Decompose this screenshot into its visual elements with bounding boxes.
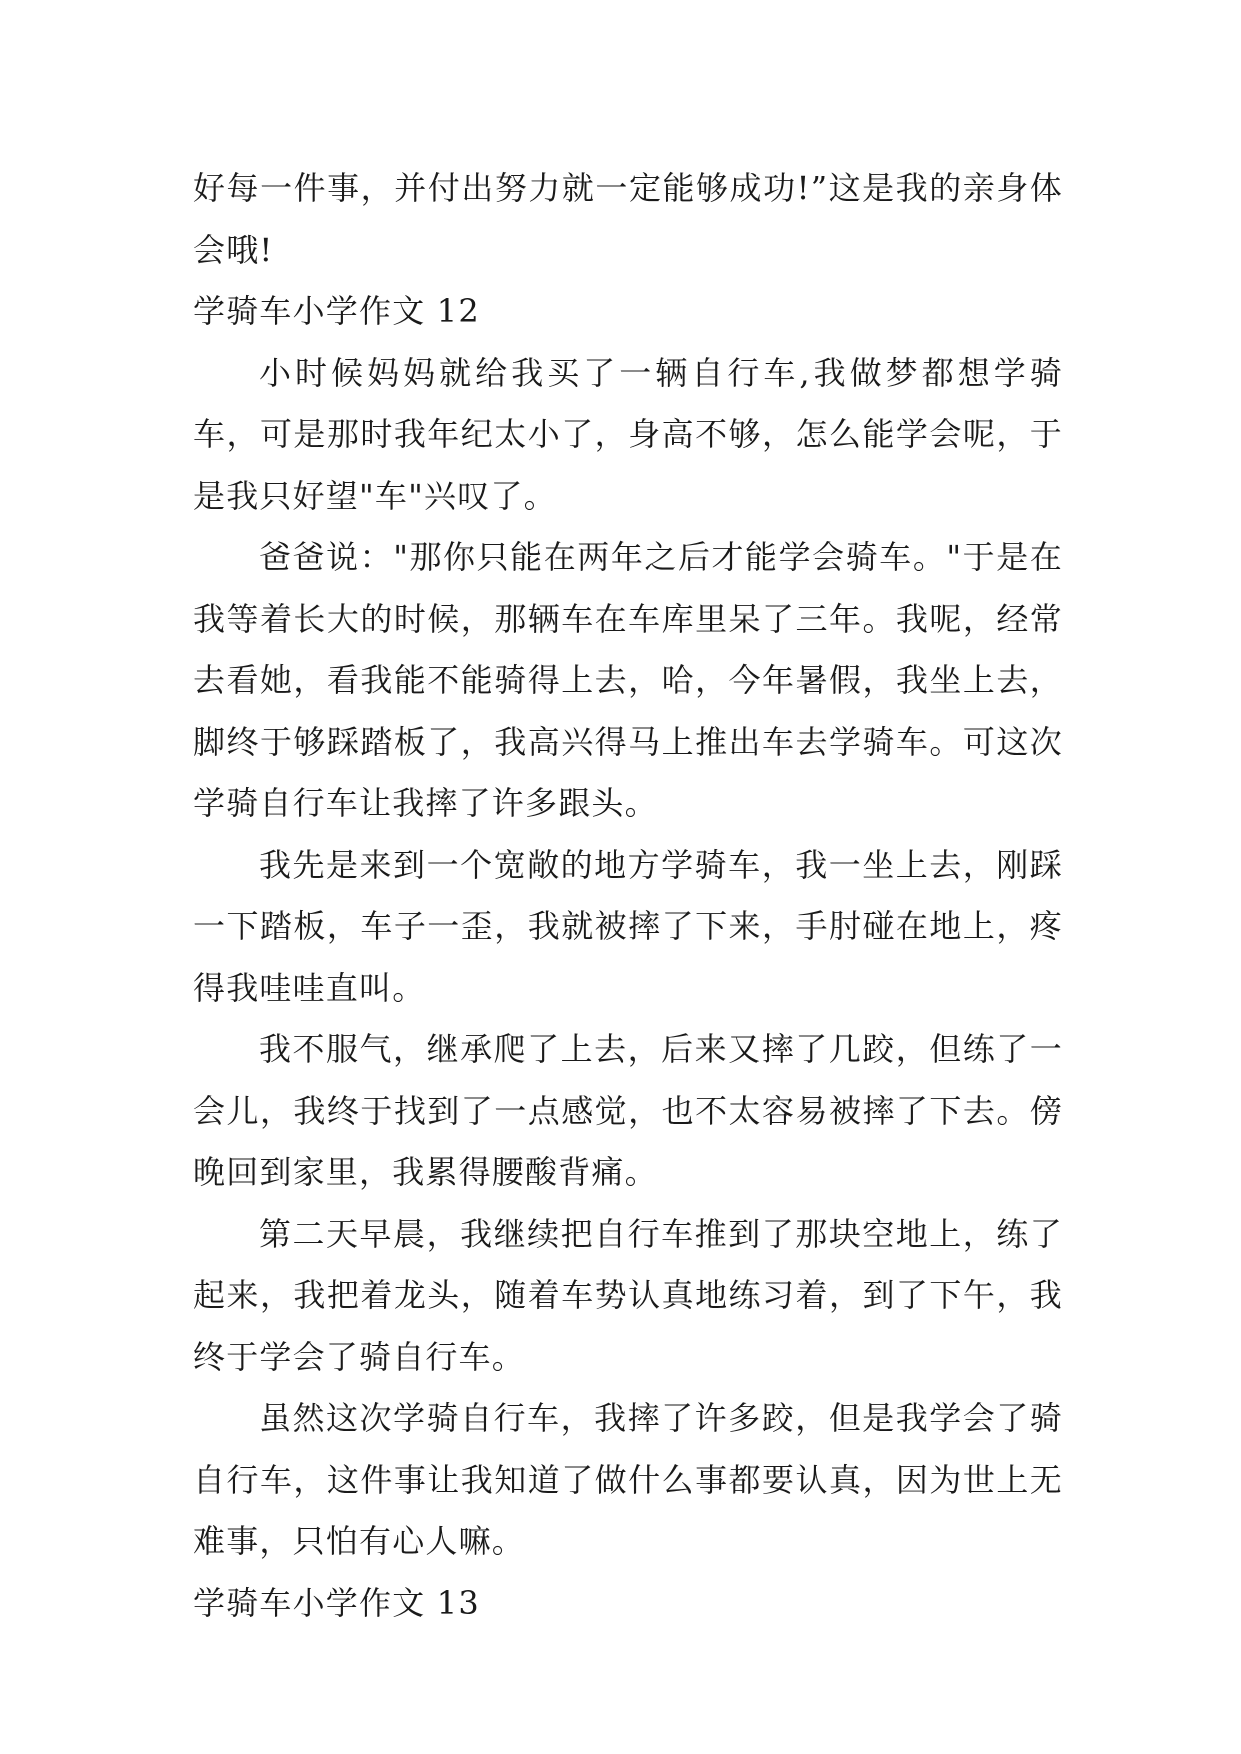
document-body [193,158,1063,1634]
paragraph: 爸爸说："那你只能在两年之后才能学会骑车。"于是在我等着长大的时候，那辆车在车库里呆了三年。我呢，经常去看她，看我能不能骑得上去，哈，今年暑假，我坐上去，脚终于够踩踏板了，我高兴得马上推出车去学骑车。可这次学骑自行车让我摔了许多跟头。 [193,538,1063,822]
paragraph: 第二天早晨，我继续把自行车推到了那块空地上，练了起来，我把着龙头，随着车势认真地练习着，到了下午，我终于学会了骑自行车。 [193,1214,1063,1376]
paragraph: 我不服气，继承爬了上去，后来又摔了几跤，但练了一会儿，我终于找到了一点感觉，也不太容易被摔了下去。傍晚回到家里，我累得腰酸背痛。 [193,1030,1063,1191]
paragraph-continuation: 好每一件事，并付出努力就一定能够成功!”这是我的亲身体会哦! [193,169,1063,269]
paragraph: 小时候妈妈就给我买了一辆自行车,我做梦都想学骑车，可是那时我年纪太小了，身高不够，怎么能学会呢，于是我只好望"车"兴叹了。 [193,353,1063,515]
essay-heading-12: 学骑车小学作文 12 [193,292,480,330]
essay-heading-13: 学骑车小学作文 13 [193,1583,480,1622]
paragraph: 虽然这次学骑自行车，我摔了许多跤，但是我学会了骑自行车，这件事让我知道了做什么事都要认真，因为世上无难事，只怕有心人嘛。 [193,1399,1063,1560]
paragraph: 我先是来到一个宽敞的地方学骑车，我一坐上去，刚踩一下踏板，车子一歪，我就被摔了下来，手肘碰在地上，疼得我哇哇直叫。 [193,845,1063,1007]
